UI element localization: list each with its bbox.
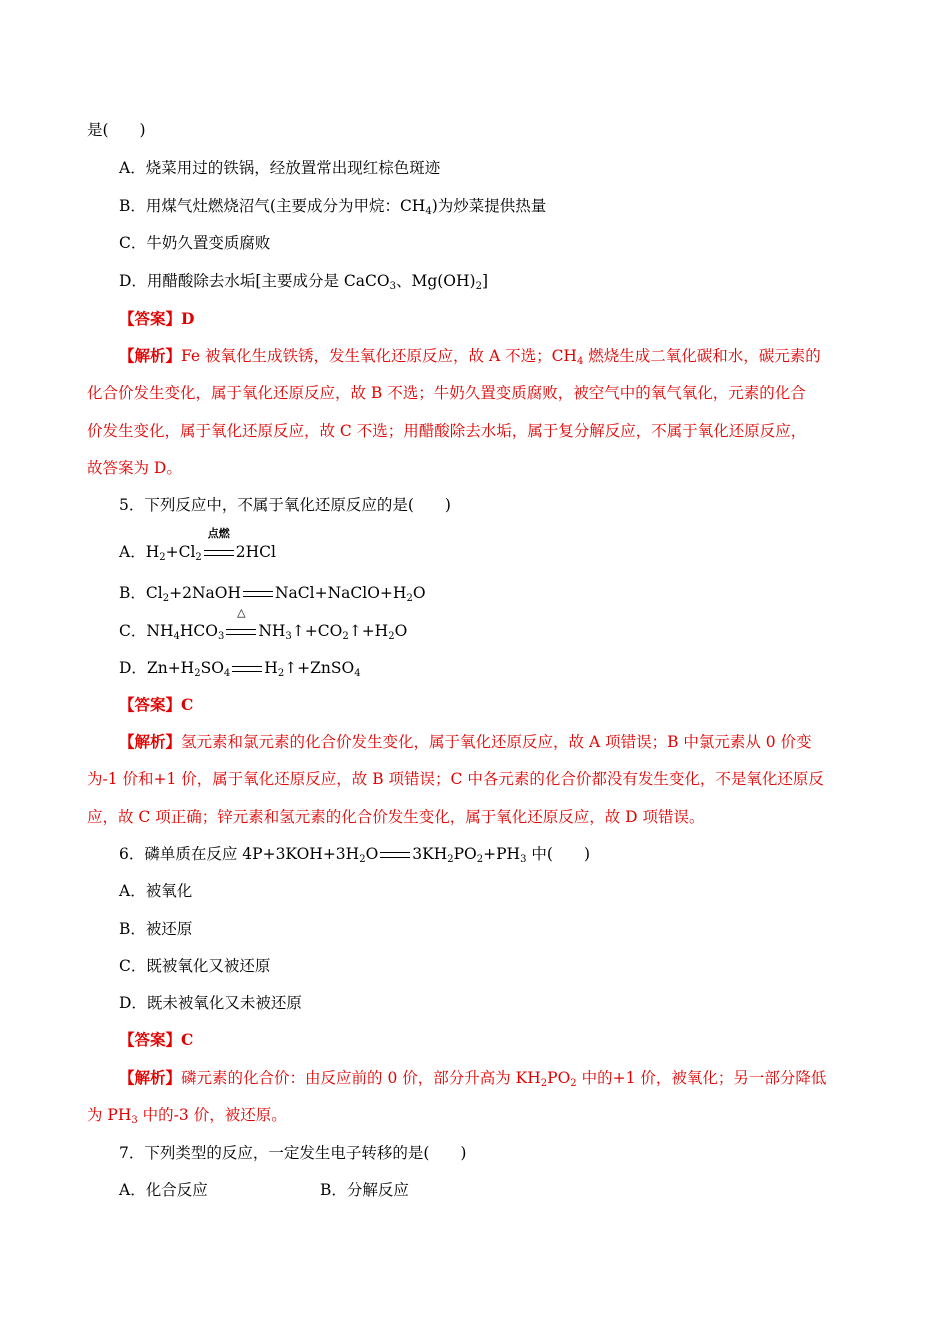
reaction-arrow — [243, 582, 273, 604]
q5-option-d: D．$Zn+H_2SO_4$ $H_2↑+ZnSO_4$ — [119, 659, 361, 679]
q4-stem-tail: 是( ) — [87, 121, 146, 139]
q4-analysis-line-2: 化合价发生变化，属于氧化还原反应，故 B 不选；牛奶久置变质腐败，被空气中的氧气氧化，元素的化合 — [87, 384, 806, 402]
q4-option-b: B．用煤气灶燃烧沼气(主要成分为甲烷：$CH_4$)为炒菜提供热量 — [119, 197, 547, 217]
q7-option-a: A．化合反应 — [119, 1181, 208, 1199]
q4-option-c: C．牛奶久置变质腐败 — [119, 234, 271, 252]
q4-analysis-line-4: 故答案为 D。 — [87, 459, 182, 477]
q6-stem: 6．磷单质在反应 $4P+3KOH+3H_2O$ $3KH_2PO_2+PH_3$ 中( ) — [119, 845, 590, 865]
q6-option-c: C．既被氧化又被还原 — [119, 957, 271, 975]
q6-option-d: D．既未被氧化又未被还原 — [119, 994, 302, 1012]
q4-analysis-line-1: 【解析】Fe 被氧化生成铁锈，发生氧化还原反应，故 A 不选；$CH_4$ 燃烧生成二氧化碳和水，碳元素的 — [119, 346, 821, 367]
q7-option-b: B．分解反应 — [320, 1181, 409, 1199]
reaction-arrow: 点燃 — [204, 541, 234, 563]
q6-option-b: B．被还原 — [119, 920, 193, 938]
q5-analysis-line-2: 为-1 价和+1 价，属于氧化还原反应，故 B 项错误；C 中各元素的化合价都没有发生变化，不是氧化还原反 — [87, 770, 824, 788]
reaction-arrow — [232, 657, 262, 679]
q5-analysis-line-1: 【解析】氢元素和氯元素的化合价发生变化，属于氧化还原反应，故 A 项错误；B 中氯元素从 0 价变 — [119, 732, 812, 751]
q4-option-a: A．烧菜用过的铁锅，经放置常出现红棕色斑迹 — [119, 159, 441, 177]
q6-answer: 【答案】C — [119, 1030, 194, 1049]
q5-analysis-line-3: 应，故 C 项正确；锌元素和氢元素的化合价发生变化，属于氧化还原反应，故 D 项错误。 — [87, 808, 705, 826]
q5-option-c: C．$NH_4HCO_3$ △ $NH_3↑+CO_2↑+H_2O$ — [119, 606, 408, 642]
reaction-arrow: △ — [226, 620, 256, 642]
q4-option-d: D．用醋酸除去水垢[主要成分是 CaCO$_3$、$Mg(OH)_2$] — [119, 272, 489, 292]
q6-analysis-line-2: 为 $PH_3$ 中的-3 价，被还原。 — [87, 1106, 287, 1126]
q5-stem: 5．下列反应中，不属于氧化还原反应的是( ) — [119, 496, 451, 514]
q6-analysis-line-1: 【解析】磷元素的化合价：由反应前的 0 价，部分升高为 $KH_2PO_2$ 中的+1 价，被氧化；另一部分降低 — [119, 1068, 827, 1089]
q4-analysis-line-3: 价发生变化，属于氧化还原反应，故 C 不选；用醋酸除去水垢，属于复分解反应，不属于氧化还原反应， — [87, 422, 807, 440]
q6-option-a: A．被氧化 — [119, 882, 193, 900]
q5-answer: 【答案】C — [119, 695, 194, 714]
q4-answer: 【答案】D — [119, 309, 195, 328]
q7-stem: 7．下列类型的反应，一定发生电子转移的是( ) — [119, 1144, 467, 1162]
reaction-arrow — [380, 843, 410, 865]
q5-option-b: B．$Cl_2+2NaOH$ $NaCl+NaClO+H_2O$ — [119, 584, 426, 604]
q5-option-a: A．$H_2+Cl_2$ 点燃 2HCl — [119, 527, 276, 563]
